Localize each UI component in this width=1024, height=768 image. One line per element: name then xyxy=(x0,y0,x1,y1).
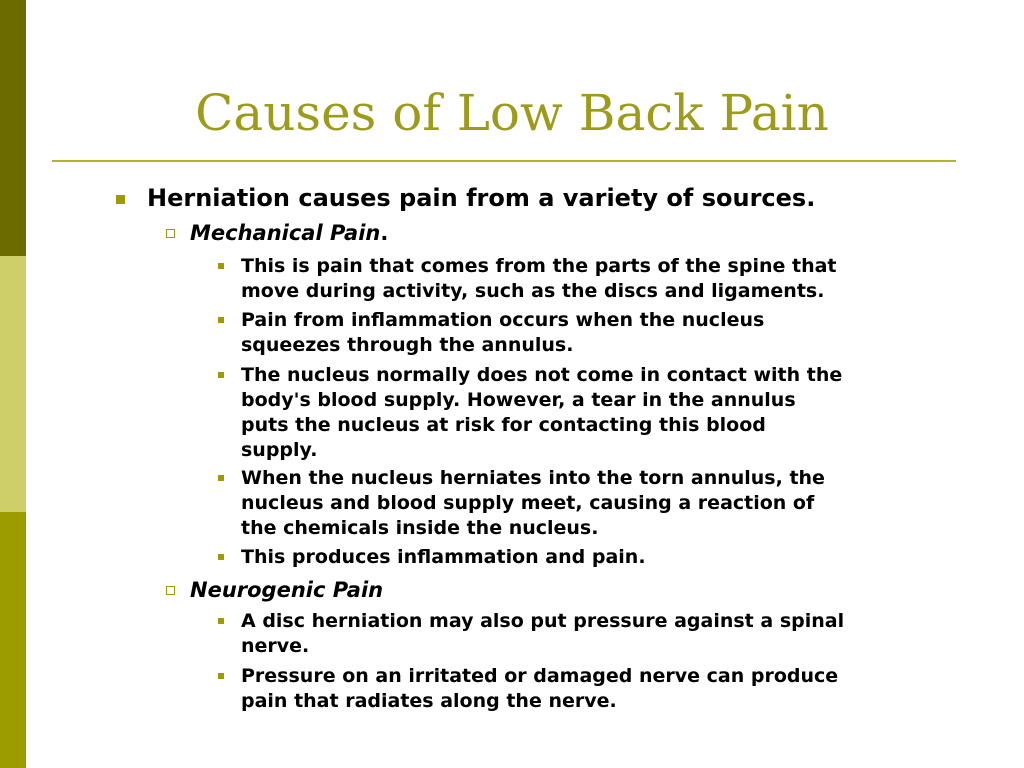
list-item-line: supply. xyxy=(241,439,318,461)
small-square-bullet-icon xyxy=(218,554,224,560)
small-square-bullet-icon xyxy=(218,618,224,624)
list-item xyxy=(241,664,971,714)
mechanical-heading-period: . xyxy=(380,221,389,245)
neurogenic-heading-text: Neurogenic Pain xyxy=(190,578,384,602)
list-item-line: the chemicals inside the nucleus. xyxy=(241,517,599,539)
list-item xyxy=(241,609,971,659)
main-bullet xyxy=(147,184,815,212)
main-bullet-text: Herniation causes pain from a variety of sources. xyxy=(147,184,816,212)
list-item-line: This is pain that comes from the parts of the spine that xyxy=(241,255,837,277)
square-bullet-icon xyxy=(116,195,125,204)
list-item-line: This produces inflammation and pain. xyxy=(241,546,646,568)
list-item xyxy=(241,254,971,304)
list-item-line: nucleus and blood supply meet, causing a reaction of xyxy=(241,492,815,514)
small-square-bullet-icon xyxy=(218,263,224,269)
list-item-line: The nucleus normally does not come in contact with the xyxy=(241,364,843,386)
list-item xyxy=(241,308,971,358)
list-item-line: Pressure on an irritated or damaged nerve can produce xyxy=(241,665,839,687)
subheading-mechanical xyxy=(190,221,388,245)
small-square-bullet-icon xyxy=(218,475,224,481)
list-item-line: puts the nucleus at risk for contacting this blood xyxy=(241,414,766,436)
list-item-line: squeezes through the annulus. xyxy=(241,334,574,356)
mechanical-heading-text: Mechanical Pain xyxy=(190,221,381,245)
list-item-line: A disc herniation may also put pressure against a spinal xyxy=(241,610,845,632)
small-square-bullet-icon xyxy=(218,317,224,323)
list-item-line: move during activity, such as the discs and ligaments. xyxy=(241,280,825,302)
list-item-line: Pain from inflammation occurs when the nucleus xyxy=(241,309,765,331)
small-square-bullet-icon xyxy=(218,372,224,378)
list-item-line: nerve. xyxy=(241,635,310,657)
hollow-square-bullet-icon xyxy=(166,229,175,238)
list-item-line: pain that radiates along the nerve. xyxy=(241,690,617,712)
list-item-line: body's blood supply. However, a tear in the annulus xyxy=(241,389,796,411)
slide-title: Causes of Low Back Pain xyxy=(195,84,829,142)
list-item xyxy=(241,363,971,463)
list-item xyxy=(241,466,971,541)
hollow-square-bullet-icon xyxy=(166,586,175,595)
small-square-bullet-icon xyxy=(218,673,224,679)
list-item-line: When the nucleus herniates into the torn annulus, the xyxy=(241,467,825,489)
list-item xyxy=(241,545,971,570)
subheading-neurogenic xyxy=(190,578,383,602)
